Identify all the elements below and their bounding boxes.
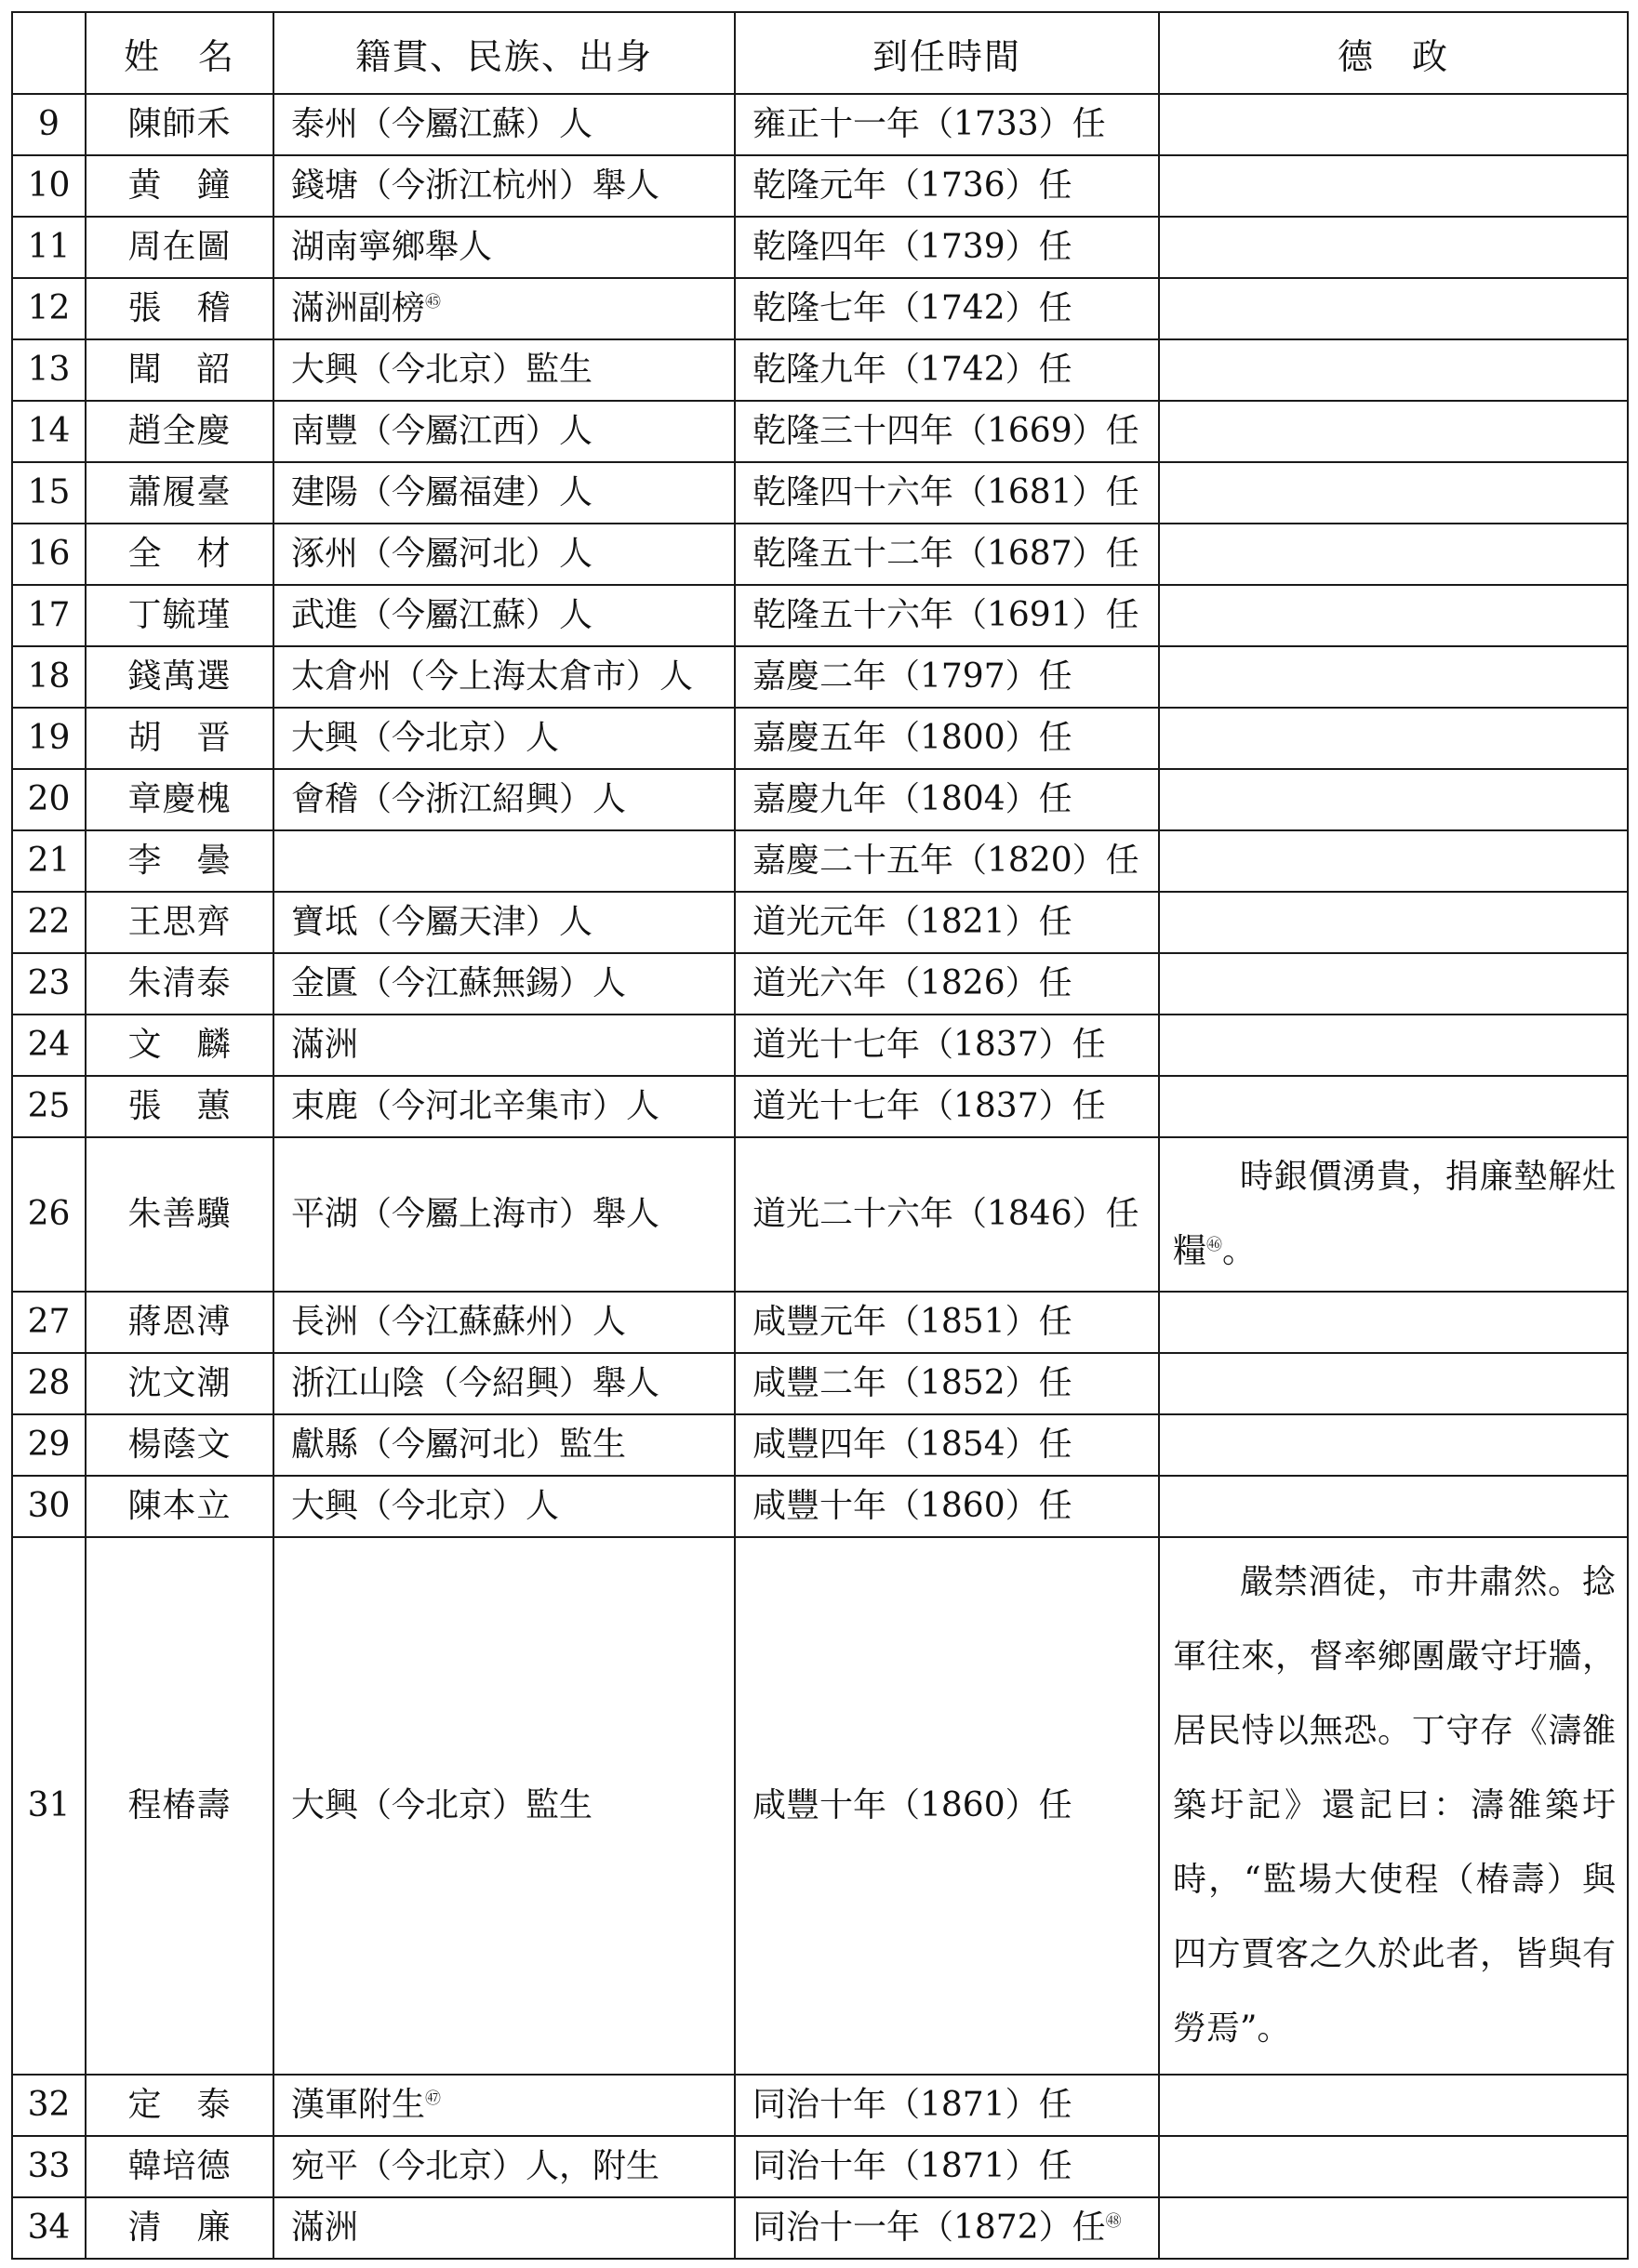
official-origin: 湖南寧鄉舉人 (273, 217, 735, 278)
row-number: 11 (12, 217, 86, 278)
official-origin: 平湖（今屬上海市）舉人 (273, 1137, 735, 1292)
appointment-date: 道光十七年（1837）任 (735, 1076, 1159, 1137)
appointment-date: 嘉慶二十五年（1820）任 (735, 830, 1159, 892)
official-origin: 滿洲 (273, 2197, 735, 2259)
official-name: 定 泰 (86, 2075, 273, 2136)
officials-table (11, 11, 1629, 2260)
origin-text: 滿洲副榜 (291, 289, 426, 327)
appointment-date: 乾隆九年（1742）任 (735, 339, 1159, 401)
appointment-date: 乾隆元年（1736）任 (735, 155, 1159, 217)
row-number: 26 (12, 1137, 86, 1292)
official-origin: 宛平（今北京）人，附生 (273, 2136, 735, 2197)
table-row (12, 462, 1628, 524)
official-name: 黄 鐘 (86, 155, 273, 217)
table-row (12, 278, 1628, 339)
table-row (12, 339, 1628, 401)
official-origin: 寶坻（今屬天津）人 (273, 892, 735, 953)
footnote-marker: ㊺ (425, 293, 442, 312)
header-name: 姓 名 (86, 12, 273, 94)
virtue-cell (1159, 94, 1628, 155)
official-name: 全 材 (86, 524, 273, 585)
row-number: 19 (12, 708, 86, 769)
table-row (12, 708, 1628, 769)
virtue-cell (1159, 217, 1628, 278)
official-name: 章慶槐 (86, 769, 273, 830)
virtue-text-main: 時銀價湧貴，捐廉墊解灶糧 (1173, 1158, 1616, 1270)
official-name: 程椿壽 (86, 1537, 273, 2075)
row-number: 21 (12, 830, 86, 892)
appointment-date: 乾隆五十二年（1687）任 (735, 524, 1159, 585)
official-name: 周在圖 (86, 217, 273, 278)
official-origin: 束鹿（今河北辛集市）人 (273, 1076, 735, 1137)
row-number: 13 (12, 339, 86, 401)
official-name: 李 曇 (86, 830, 273, 892)
virtue-cell (1159, 2197, 1628, 2259)
appointment-date: 乾隆四十六年（1681）任 (735, 462, 1159, 524)
official-origin: 錢塘（今浙江杭州）舉人 (273, 155, 735, 217)
footnote-marker: ㊽ (1105, 2212, 1122, 2231)
table-row (12, 2197, 1628, 2259)
virtue-cell (1159, 830, 1628, 892)
official-origin: 會稽（今浙江紹興）人 (273, 769, 735, 830)
official-name: 趙全慶 (86, 401, 273, 462)
table-row (12, 94, 1628, 155)
official-name: 張 蕙 (86, 1076, 273, 1137)
row-number: 34 (12, 2197, 86, 2259)
official-name: 沈文潮 (86, 1353, 273, 1414)
official-name: 蔣恩溥 (86, 1292, 273, 1353)
virtue-cell (1159, 524, 1628, 585)
virtue-cell (1159, 278, 1628, 339)
row-number: 29 (12, 1414, 86, 1476)
row-number: 30 (12, 1476, 86, 1537)
footnote-marker: ㊻ (1206, 1236, 1223, 1254)
virtue-cell (1159, 769, 1628, 830)
official-name: 張 稽 (86, 278, 273, 339)
row-number: 12 (12, 278, 86, 339)
appointment-date: 嘉慶九年（1804）任 (735, 769, 1159, 830)
appointment-date: 咸豐十年（1860）任 (735, 1537, 1159, 2075)
appointment-date: 同治十年（1871）任 (735, 2075, 1159, 2136)
official-origin: 大興（今北京）人 (273, 708, 735, 769)
table-row (12, 1537, 1628, 2075)
table-row (12, 769, 1628, 830)
virtue-cell (1159, 2136, 1628, 2197)
virtue-cell (1159, 1292, 1628, 1353)
row-number: 20 (12, 769, 86, 830)
official-name: 丁毓瑾 (86, 585, 273, 646)
virtue-cell (1159, 1537, 1628, 2075)
official-name: 陳師禾 (86, 94, 273, 155)
row-number: 28 (12, 1353, 86, 1414)
appointment-date: 咸豐二年（1852）任 (735, 1353, 1159, 1414)
official-origin: 大興（今北京）監生 (273, 339, 735, 401)
row-number: 15 (12, 462, 86, 524)
official-origin (273, 830, 735, 892)
appointment-date: 乾隆五十六年（1691）任 (735, 585, 1159, 646)
table-row (12, 2136, 1628, 2197)
footnote-marker: ㊼ (425, 2089, 442, 2108)
origin-text: 漢軍附生 (291, 2086, 426, 2124)
virtue-cell (1159, 953, 1628, 1015)
header-origin: 籍貫、民族、出身 (273, 12, 735, 94)
official-origin: 浙江山陰（今紹興）舉人 (273, 1353, 735, 1414)
row-number: 9 (12, 94, 86, 155)
virtue-cell (1159, 708, 1628, 769)
official-origin: 涿州（今屬河北）人 (273, 524, 735, 585)
official-name: 清 廉 (86, 2197, 273, 2259)
table-row (12, 1137, 1628, 1292)
official-name: 蕭履臺 (86, 462, 273, 524)
official-name: 陳本立 (86, 1476, 273, 1537)
virtue-cell (1159, 401, 1628, 462)
official-name: 朱清泰 (86, 953, 273, 1015)
official-origin: 大興（今北京）人 (273, 1476, 735, 1537)
table-row (12, 646, 1628, 708)
virtue-cell (1159, 892, 1628, 953)
row-number: 24 (12, 1015, 86, 1076)
table-row (12, 217, 1628, 278)
row-number: 18 (12, 646, 86, 708)
row-number: 17 (12, 585, 86, 646)
table-row (12, 892, 1628, 953)
appointment-date: 雍正十一年（1733）任 (735, 94, 1159, 155)
table-row (12, 1476, 1628, 1537)
appointment-date: 道光六年（1826）任 (735, 953, 1159, 1015)
virtue-cell (1159, 155, 1628, 217)
table-row (12, 1292, 1628, 1353)
virtue-cell (1159, 2075, 1628, 2136)
table-header-row (12, 12, 1628, 94)
row-number: 33 (12, 2136, 86, 2197)
official-origin: 滿洲 (273, 1015, 735, 1076)
table-row (12, 585, 1628, 646)
virtue-cell (1159, 1076, 1628, 1137)
official-origin: 武進（今屬江蘇）人 (273, 585, 735, 646)
virtue-cell (1159, 1015, 1628, 1076)
row-number: 31 (12, 1537, 86, 2075)
official-origin (273, 278, 735, 339)
official-origin: 金匱（今江蘇無錫）人 (273, 953, 735, 1015)
appointment-date: 乾隆四年（1739）任 (735, 217, 1159, 278)
official-name: 韓培德 (86, 2136, 273, 2197)
header-virtue: 德 政 (1159, 12, 1628, 94)
row-number: 22 (12, 892, 86, 953)
official-name: 朱善驥 (86, 1137, 273, 1292)
appointment-date: 咸豐元年（1851）任 (735, 1292, 1159, 1353)
appointment-date: 同治十年（1871）任 (735, 2136, 1159, 2197)
table-row (12, 830, 1628, 892)
table-row (12, 1015, 1628, 1076)
row-number: 25 (12, 1076, 86, 1137)
virtue-cell (1159, 1137, 1628, 1292)
official-name: 錢萬選 (86, 646, 273, 708)
official-origin: 長洲（今江蘇蘇州）人 (273, 1292, 735, 1353)
official-name: 楊蔭文 (86, 1414, 273, 1476)
appointment-date: 嘉慶五年（1800）任 (735, 708, 1159, 769)
table-row (12, 401, 1628, 462)
officials-table-page (11, 11, 1627, 2260)
official-name: 聞 韶 (86, 339, 273, 401)
row-number: 27 (12, 1292, 86, 1353)
official-name: 胡 晋 (86, 708, 273, 769)
virtue-cell (1159, 1353, 1628, 1414)
virtue-cell (1159, 462, 1628, 524)
appointment-date: 嘉慶二年（1797）任 (735, 646, 1159, 708)
table-row (12, 524, 1628, 585)
appointment-date: 咸豐十年（1860）任 (735, 1476, 1159, 1537)
virtue-text-end: 。 (1222, 1232, 1257, 1270)
virtue-cell (1159, 646, 1628, 708)
table-row (12, 155, 1628, 217)
table-row (12, 2075, 1628, 2136)
appointment-date: 乾隆三十四年（1669）任 (735, 401, 1159, 462)
appointment-date: 乾隆七年（1742）任 (735, 278, 1159, 339)
row-number: 14 (12, 401, 86, 462)
appointment-date: 道光元年（1821）任 (735, 892, 1159, 953)
header-number (12, 12, 86, 94)
appointment-date: 道光十七年（1837）任 (735, 1015, 1159, 1076)
table-row (12, 1353, 1628, 1414)
official-origin: 大興（今北京）監生 (273, 1537, 735, 2075)
date-text: 同治十一年（1872）任 (752, 2208, 1106, 2247)
virtue-cell (1159, 1414, 1628, 1476)
official-origin: 南豐（今屬江西）人 (273, 401, 735, 462)
official-origin: 獻縣（今屬河北）監生 (273, 1414, 735, 1476)
official-origin: 建陽（今屬福建）人 (273, 462, 735, 524)
appointment-date: 道光二十六年（1846）任 (735, 1137, 1159, 1292)
row-number: 10 (12, 155, 86, 217)
table-row (12, 953, 1628, 1015)
virtue-text (1173, 1140, 1616, 1289)
virtue-text: 嚴禁酒徒，市井肅然。捻軍往來，督率鄉團嚴守圩牆，居民恃以無恐。丁守存《濤雒築圩記》還記曰：濤雒築圩時，“監場大使程（椿壽）與四方賈客之久於此者，皆與有勞焉”。 (1173, 1563, 1616, 2048)
official-name: 文 麟 (86, 1015, 273, 1076)
official-origin: 泰州（今屬江蘇）人 (273, 94, 735, 155)
table-row (12, 1414, 1628, 1476)
official-name: 王思齊 (86, 892, 273, 953)
official-origin (273, 2075, 735, 2136)
virtue-cell (1159, 1476, 1628, 1537)
table-row (12, 1076, 1628, 1137)
row-number: 23 (12, 953, 86, 1015)
official-origin: 太倉州（今上海太倉市）人 (273, 646, 735, 708)
virtue-cell (1159, 339, 1628, 401)
row-number: 16 (12, 524, 86, 585)
row-number: 32 (12, 2075, 86, 2136)
appointment-date (735, 2197, 1159, 2259)
header-date: 到任時間 (735, 12, 1159, 94)
virtue-cell (1159, 585, 1628, 646)
appointment-date: 咸豐四年（1854）任 (735, 1414, 1159, 1476)
